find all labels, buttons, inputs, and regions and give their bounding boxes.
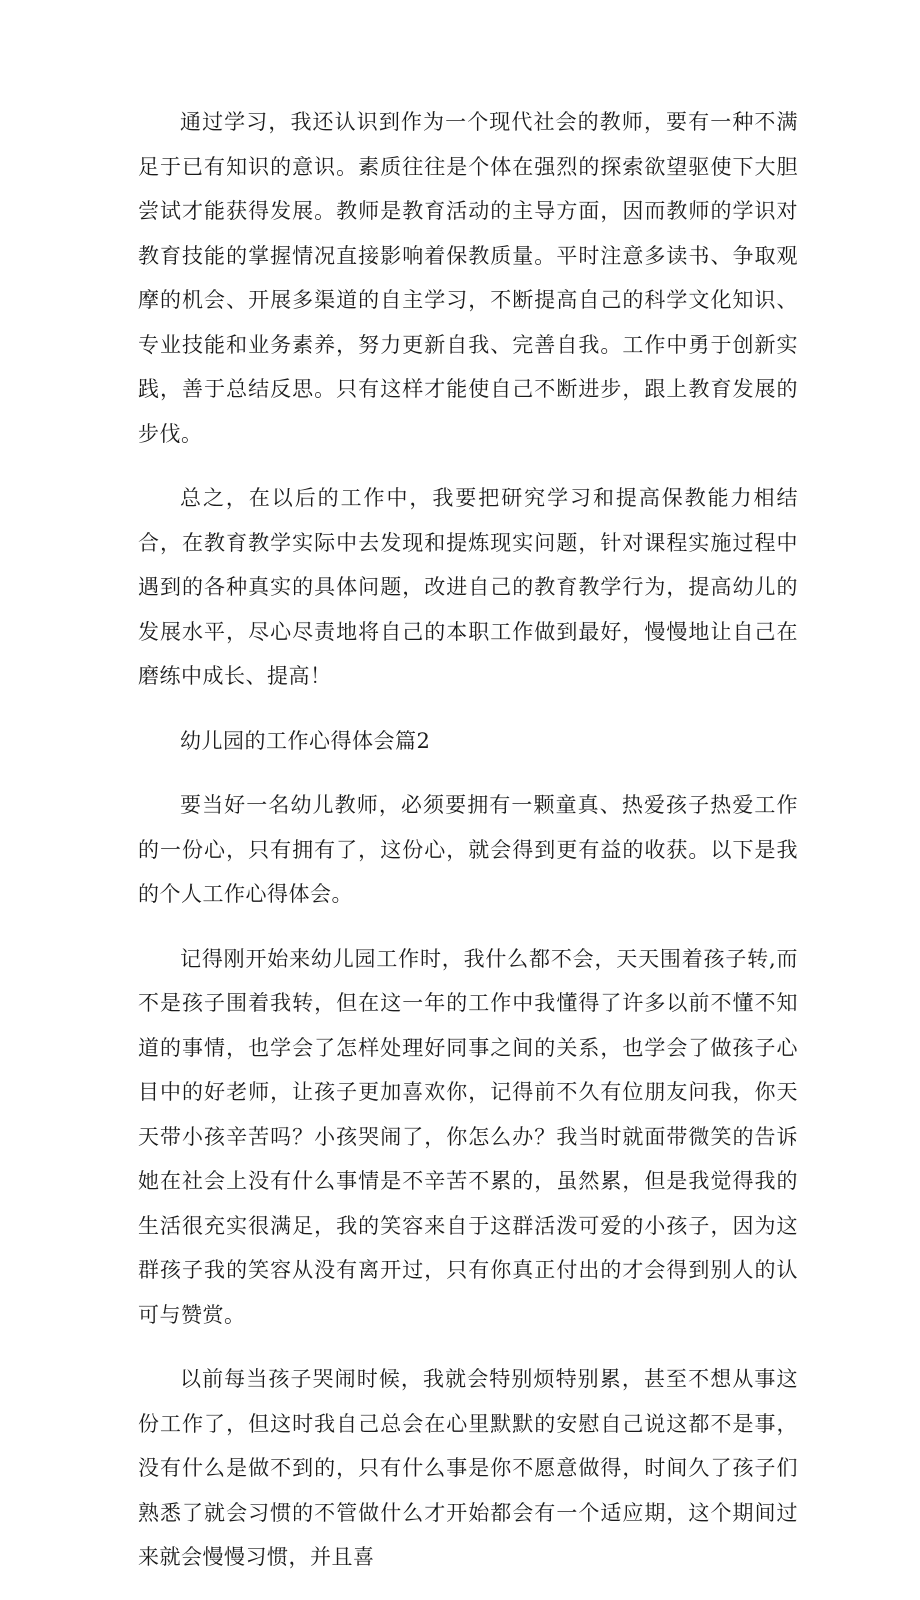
paragraph-summary: 总之，在以后的工作中，我要把研究学习和提高保教能力相结合，在教育教学实际中去发现和提炼现实问题，针对课程实施过程中遇到的各种真实的具体问题，改进自己的教育教学行为，提高幼儿的发展水平，尽心尽责地将自己的本职工作做到最好，慢慢地让自己在磨练中成长、提高！ — [138, 486, 798, 688]
paragraph-past: 以前每当孩子哭闹时候，我就会特别烦特别累，甚至不想从事这份工作了，但这时我自己总会在心里默默的安慰自己说这都不是事，没有什么是做不到的，只有什么事是你不愿意做得，时间久了孩子们熟悉了就会习惯的不管做什么才开始都会有一个适应期，这个期间过来就会慢慢习惯，并且喜 — [138, 1367, 798, 1569]
paragraph-intro: 要当好一名幼儿教师，必须要拥有一颗童真、热爱孩子热爱工作的一份心，只有拥有了，这份心，就会得到更有益的收获。以下是我的个人工作心得体会。 — [138, 793, 798, 906]
section-heading: 幼儿园的工作心得体会篇2 — [180, 728, 431, 753]
paragraph-memory: 记得刚开始来幼儿园工作时，我什么都不会，天天围着孩子转,而不是孩子围着我转，但在这一年的工作中我懂得了许多以前不懂不知道的事情，也学会了怎样处理好同事之间的关系，也学会了做孩子心目中的好老师，让孩子更加喜欢你，记得前不久有位朋友问我，你天天带小孩辛苦吗？小孩哭闹了，你怎么办？我当时就面带微笑的告诉她在社会上没有什么事情是不辛苦不累的，虽然累，但是我觉得我的生活很充实很满足，我的笑容来自于这群活泼可爱的小孩子，因为这群孩子我的笑容从没有离开过，只有你真正付出的才会得到别人的认可与赞赏。 — [138, 946, 798, 1327]
paragraph-study: 通过学习，我还认识到作为一个现代社会的教师，要有一种不满足于已有知识的意识。素质往往是个体在强烈的探索欲望驱使下大胆尝试才能获得发展。教师是教育活动的主导方面，因而教师的学识对教育技能的掌握情况直接影响着保教质量。平时注意多读书、争取观摩的机会、开展多渠道的自主学习，不断提高自己的科学文化知识、专业技能和业务素养，努力更新自我、完善自我。工作中勇于创新实践，善于总结反思。只有这样才能使自己不断进步，跟上教育发展的步伐。 — [138, 110, 798, 446]
document-body — [138, 100, 798, 1600]
